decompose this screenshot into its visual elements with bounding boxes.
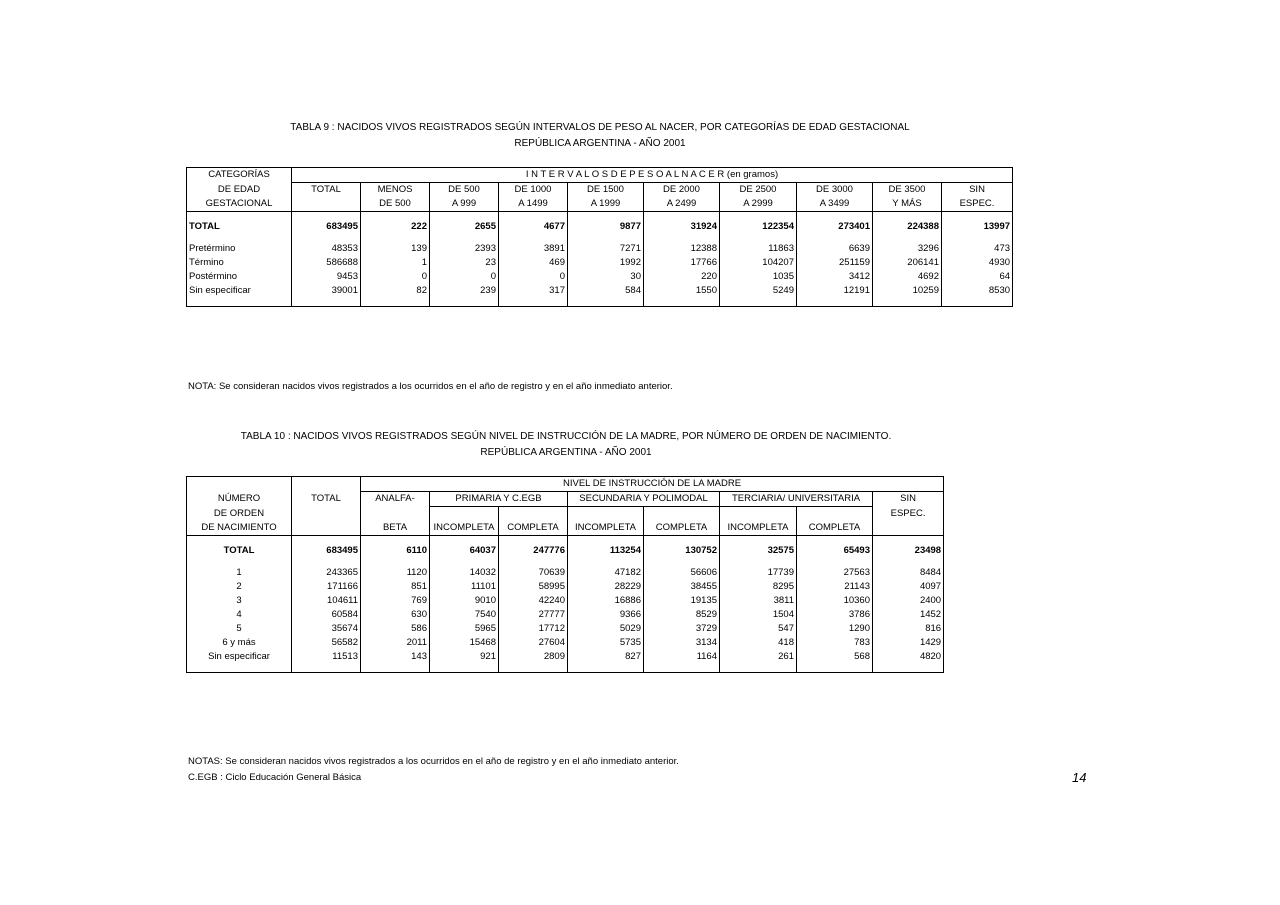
table-cell: 8529 [644,608,720,622]
table-cell: 17766 [644,256,720,270]
table-cell: 7271 [568,242,644,256]
table9-col-header-top: DE 2500 [720,183,797,198]
analfa-header-2: BETA [361,521,430,536]
table-cell: 48353 [292,242,361,256]
table-cell: 10259 [873,284,942,298]
table9-total-cell: 683495 [292,220,361,234]
row-label: Sin especificar [187,284,292,298]
terciaria-header: TERCIARIA/ UNIVERSITARIA [720,492,873,507]
table9-col-header-top: DE 3000 [797,183,873,198]
table9-total-cell: 4677 [499,220,568,234]
table9-title: TABLA 9 : NACIDOS VIVOS REGISTRADOS SEGÚN INTERVALOS DE PESO AL NACER, POR CATEGORÍAS DE EDAD GESTACIONAL [290,122,910,133]
table-cell: 3729 [644,622,720,636]
table-cell: 38455 [644,580,720,594]
table-cell: 139 [361,242,430,256]
table-cell: 251159 [797,256,873,270]
primaria-incompleta-header: INCOMPLETA [430,521,499,536]
table-cell: 3891 [499,242,568,256]
row-label: Postérmino [187,270,292,284]
table-row [187,566,944,580]
table9-col-header-top: SIN [942,183,1013,198]
table-cell: 2400 [873,594,944,608]
table10-total-cell: 683495 [292,544,361,558]
analfa-header-1: ANALFA- [361,492,430,507]
table-cell: 2809 [499,650,568,664]
table-cell: 1429 [873,636,944,650]
table-cell: 783 [797,636,873,650]
table-row [187,580,944,594]
table-cell: 16886 [568,594,644,608]
table-cell: 3811 [720,594,797,608]
table-cell: 5249 [720,284,797,298]
table-cell: 17739 [720,566,797,580]
row-label: 6 y más [187,636,292,650]
table-cell: 47182 [568,566,644,580]
table9-total-cell: 2655 [430,220,499,234]
table-cell: 584 [568,284,644,298]
table-cell: 42240 [499,594,568,608]
table9-col-header-bottom: A 999 [430,197,499,212]
table10-title: TABLA 10 : NACIDOS VIVOS REGISTRADOS SEGÚN NIVEL DE INSTRUCCIÓN DE LA MADRE, POR NÚMERO DE ORDEN DE NACIMIENTO. [240,431,892,442]
table10-total-cell: 130752 [644,544,720,558]
row-label: 4 [187,608,292,622]
table-cell: 12191 [797,284,873,298]
table9-total-cell: 224388 [873,220,942,234]
table9-total-cell: 273401 [797,220,873,234]
terciaria-completa-header: COMPLETA [797,521,873,536]
table9-stub-header-3: GESTACIONAL [187,197,292,212]
table-cell: 769 [361,594,430,608]
row-label: Sin especificar [187,650,292,664]
table9-col-header-top: TOTAL [292,183,361,198]
row-label: 3 [187,594,292,608]
table-cell: 64 [942,270,1013,284]
table10-stub-header-3: DE NACIMIENTO [187,521,292,536]
table-cell: 1164 [644,650,720,664]
row-label: 5 [187,622,292,636]
table-cell: 816 [873,622,944,636]
table-cell: 3786 [797,608,873,622]
table9-subtitle: REPÚBLICA ARGENTINA - AÑO 2001 [514,138,686,149]
table-cell: 171166 [292,580,361,594]
table9-stub-header-2: DE EDAD [187,183,292,198]
sin-espec-header-2: ESPEC. [873,507,944,521]
table-cell: 10360 [797,594,873,608]
row-label: TOTAL [187,220,292,234]
table10 [186,476,944,673]
table9-total-cell: 122354 [720,220,797,234]
table-cell: 5029 [568,622,644,636]
table-cell: 586688 [292,256,361,270]
table9-col-header-bottom: Y MÁS [873,197,942,212]
table-cell: 317 [499,284,568,298]
table-cell: 1452 [873,608,944,622]
row-label: 1 [187,566,292,580]
table10-total-cell: 113254 [568,544,644,558]
table-row [187,594,944,608]
table-cell: 8530 [942,284,1013,298]
table-cell: 547 [720,622,797,636]
table-cell: 4097 [873,580,944,594]
table-cell: 11513 [292,650,361,664]
table-cell: 39001 [292,284,361,298]
table-cell: 56582 [292,636,361,650]
table-cell: 7540 [430,608,499,622]
table-cell: 2393 [430,242,499,256]
page-number: 14 [1072,770,1087,785]
secundaria-completa-header: COMPLETA [644,521,720,536]
table-cell: 473 [942,242,1013,256]
table-cell: 104207 [720,256,797,270]
table10-stub-header-1: NÚMERO [187,492,292,507]
table9-col-header-bottom: A 1499 [499,197,568,212]
table-cell: 14032 [430,566,499,580]
table-cell: 4820 [873,650,944,664]
table-row [187,270,1013,284]
table9-col-header-bottom: A 2999 [720,197,797,212]
table-cell: 27777 [499,608,568,622]
table-cell: 58995 [499,580,568,594]
table9-total-row [187,220,1013,234]
table9-total-cell: 31924 [644,220,720,234]
table9-col-header-top: DE 1000 [499,183,568,198]
table-cell: 261 [720,650,797,664]
table10-total-cell: 247776 [499,544,568,558]
row-label: TOTAL [187,544,292,558]
table-cell: 1290 [797,622,873,636]
table-cell: 5735 [568,636,644,650]
table-cell: 35674 [292,622,361,636]
table-cell: 243365 [292,566,361,580]
table10-total-cell: 23498 [873,544,944,558]
table-cell: 469 [499,256,568,270]
table-row [187,636,944,650]
table-cell: 1504 [720,608,797,622]
table10-stub-header-2: DE ORDEN [187,507,292,521]
table-cell: 23 [430,256,499,270]
table-cell: 1120 [361,566,430,580]
sin-espec-header-1: SIN [873,492,944,507]
row-label: Pretérmino [187,242,292,256]
primaria-header: PRIMARIA Y C.EGB [430,492,568,507]
table-cell: 2011 [361,636,430,650]
table9-stub-header-1: CATEGORÍAS [187,168,292,183]
table-cell: 827 [568,650,644,664]
table-cell: 9453 [292,270,361,284]
primaria-completa-header: COMPLETA [499,521,568,536]
row-label: Término [187,256,292,270]
table-cell: 11101 [430,580,499,594]
table-cell: 3134 [644,636,720,650]
table9 [186,167,1013,307]
table-cell: 9366 [568,608,644,622]
table-cell: 8295 [720,580,797,594]
table-cell: 21143 [797,580,873,594]
table-row [187,650,944,664]
table-cell: 418 [720,636,797,650]
table-cell: 1550 [644,284,720,298]
table9-col-header-bottom: DE 500 [361,197,430,212]
table-cell: 70639 [499,566,568,580]
table10-total-cell: 6110 [361,544,430,558]
terciaria-incompleta-header: INCOMPLETA [720,521,797,536]
table-cell: 27563 [797,566,873,580]
table-cell: 220 [644,270,720,284]
secundaria-header: SECUNDARIA Y POLIMODAL [568,492,720,507]
table9-total-cell: 13997 [942,220,1013,234]
table-cell: 1035 [720,270,797,284]
table-cell: 6639 [797,242,873,256]
table-cell: 206141 [873,256,942,270]
table9-col-header-bottom: A 3499 [797,197,873,212]
table-cell: 60584 [292,608,361,622]
table9-col-header-top: DE 2000 [644,183,720,198]
table-row [187,242,1013,256]
table9-col-header-bottom: ESPEC. [942,197,1013,212]
table-cell: 586 [361,622,430,636]
table-cell: 82 [361,284,430,298]
table-cell: 1 [361,256,430,270]
row-label: 2 [187,580,292,594]
table9-col-header-bottom [292,197,361,212]
table10-note-1: NOTAS: Se consideran nacidos vivos registrados a los ocurridos en el año de registro y en el año inmediato anterior. [188,756,679,767]
table-cell: 4930 [942,256,1013,270]
table-cell: 851 [361,580,430,594]
table9-total-cell: 222 [361,220,430,234]
table10-note-2: C.EGB : Ciclo Educación General Básica [188,772,362,783]
table-cell: 239 [430,284,499,298]
table-cell: 5965 [430,622,499,636]
table9-note: NOTA: Se consideran nacidos vivos registrados a los ocurridos en el año de registro y en el año inmediato anterior. [188,381,673,392]
table-cell: 27604 [499,636,568,650]
table10-total-cell: 32575 [720,544,797,558]
table-cell: 104611 [292,594,361,608]
table-cell: 630 [361,608,430,622]
table9-col-header-top: DE 1500 [568,183,644,198]
table-cell: 568 [797,650,873,664]
table-cell: 9010 [430,594,499,608]
table9-col-header-top: MENOS [361,183,430,198]
table-cell: 4692 [873,270,942,284]
table-cell: 30 [568,270,644,284]
secundaria-incompleta-header: INCOMPLETA [568,521,644,536]
table9-group-header: I N T E R V A L O S D E P E S O A L N A C E R (en gramos) [292,168,1013,183]
table9-col-header-top: DE 3500 [873,183,942,198]
table-cell: 3296 [873,242,942,256]
table-row [187,608,944,622]
table10-group-header: NIVEL DE INSTRUCCIÓN DE LA MADRE [361,477,944,492]
table-cell: 11863 [720,242,797,256]
table-cell: 15468 [430,636,499,650]
table10-total-row [187,544,944,558]
table-cell: 0 [499,270,568,284]
table-cell: 1992 [568,256,644,270]
table-cell: 3412 [797,270,873,284]
table-row [187,622,944,636]
table9-col-header-top: DE 500 [430,183,499,198]
table-cell: 56606 [644,566,720,580]
table10-total-header: TOTAL [292,492,361,507]
table-cell: 143 [361,650,430,664]
table-cell: 0 [430,270,499,284]
table-row [187,284,1013,298]
table9-total-cell: 9877 [568,220,644,234]
table-cell: 17712 [499,622,568,636]
table-cell: 921 [430,650,499,664]
table10-subtitle: REPÚBLICA ARGENTINA - AÑO 2001 [480,447,652,458]
table-cell: 8484 [873,566,944,580]
table-cell: 19135 [644,594,720,608]
table10-total-cell: 64037 [430,544,499,558]
table-row [187,256,1013,270]
table-cell: 28229 [568,580,644,594]
table-cell: 12388 [644,242,720,256]
table9-col-header-bottom: A 1999 [568,197,644,212]
table10-total-cell: 65493 [797,544,873,558]
table9-col-header-bottom: A 2499 [644,197,720,212]
table-cell: 0 [361,270,430,284]
